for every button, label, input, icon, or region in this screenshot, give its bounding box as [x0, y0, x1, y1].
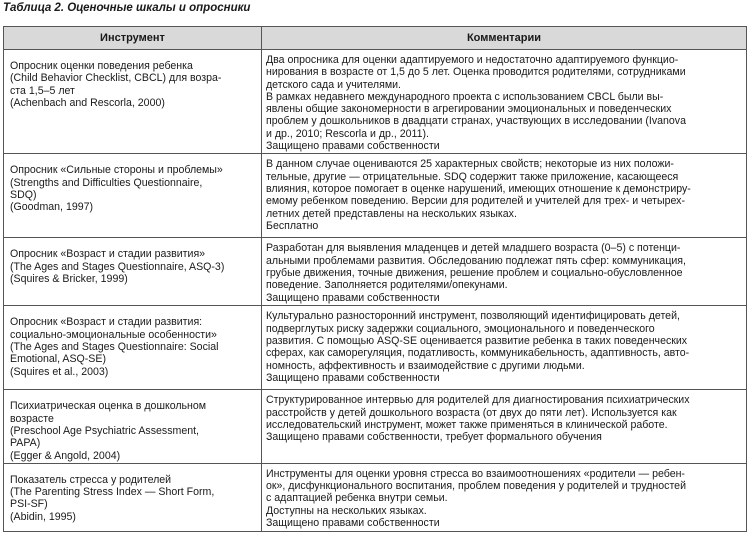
comment-line: емому ребенком поведению. Версии для родителей и учителей для трех- и четырех- [266, 195, 686, 208]
instrument-line: Психиатрическая оценка в дошкольном [10, 400, 207, 413]
instrument-line: (Squires et al., 2003) [10, 365, 109, 378]
comment-line: детского сада и учителями. [266, 78, 401, 91]
comment-line: В рамках недавнего международного проекта с использованием CBCL были вы- [266, 90, 664, 103]
instrument-line: Опросник «Сильные стороны и проблемы» [10, 164, 223, 177]
comment-line: явлены общие закономерности в агрегировании эмоциональных и поведенческих [266, 103, 672, 116]
comment-line: подверглутых риску задержки социального, эмоционального и поведенческого [266, 322, 655, 335]
instrument-cell [4, 50, 262, 154]
comment-line: Защищено правами собственности [266, 140, 440, 153]
instrument-line: (Strengths and Difficulties Questionnaire, [10, 176, 203, 189]
instrument-line: (The Ages and Stages Questionnaire: Social [10, 340, 219, 353]
instrument-line: (Abidin, 1995) [10, 510, 76, 523]
comment-line: Структурированное интервью для родителей для диагностирования психиатрических [266, 394, 690, 407]
comment-line: и др., 2010; Rescorla и др., 2011). [266, 127, 429, 140]
comment-line: Культурально разносторонний инструмент, позволяющий идентифицировать детей, [266, 310, 680, 323]
instrument-line: Emotional, ASQ-SE) [10, 353, 106, 366]
instrument-line: SDQ) [10, 188, 37, 201]
comments-cell [262, 463, 747, 531]
comments-cell [262, 390, 747, 463]
instrument-line: Опросник оценки поведения ребенка [10, 60, 193, 72]
comment-line: Два опросника для оценки адаптируемого и недостаточно адаптируемого функцио- [266, 54, 679, 66]
instrument-line: Показатель стресса у родителей [10, 473, 172, 486]
table-row [4, 154, 747, 238]
instrument-line: PAPA) [10, 437, 41, 450]
instrument-line: PSI-SF) [10, 498, 48, 511]
table-caption: Таблица 2. Оценочные шкалы и опросники [3, 2, 251, 14]
table-row [4, 50, 747, 154]
header-comments: Комментарии [262, 27, 747, 50]
instrument-line: (Egger & Angold, 2004) [10, 449, 121, 462]
instrument-cell [4, 463, 262, 531]
instrument-line: социально-эмоциональные особенности» [10, 328, 217, 341]
table-row [4, 306, 747, 390]
comment-line: Доступны на нескольких языках. [266, 504, 427, 517]
comment-line: поведение. Заполняется родителями/опекунами. [266, 279, 508, 292]
comment-line: Защищено правами собственности [266, 291, 440, 304]
comment-line: альными проблемами развития. Обследованию подлежат пять сфер: коммуникация, [266, 254, 686, 267]
instrument-line: Опросник «Возраст и стадии развития: [10, 316, 203, 329]
instrument-line: (Goodman, 1997) [10, 201, 94, 214]
instrument-line: (The Ages and Stages Questionnaire, ASQ-3) [10, 260, 225, 273]
comment-line: развития. С помощью ASQ-SE оценивается развитие ребенка в таких поведенческих [266, 334, 688, 347]
instrument-line: (Squires & Bricker, 1999) [10, 272, 128, 285]
document-page [3, 0, 746, 532]
comment-line: с адаптацией ребенка внутри семьи. [266, 492, 448, 505]
comments-cell [262, 238, 747, 306]
comment-line: Инструменты для оценки уровня стресса во взаимоотношениях «родители — ребен- [266, 467, 685, 480]
comment-line: проблем у дошкольников в двадцати странах, участвующих в исследовании (Ivanova [266, 115, 686, 128]
comment-line: Защищено правами собственности [266, 371, 440, 384]
comment-line: грубые движения, точные движения, решение проблем и социально-обусловленное [266, 266, 683, 279]
table-row [4, 463, 747, 531]
comment-line: сферах, как саморегуляция, податливость, коммуникабельность, адаптивность, авто- [266, 347, 690, 360]
comment-line: номность, аффективность и взаимодействие с другими людьми. [266, 359, 585, 372]
comment-line: нирования в возрасте от 1,5 до 5 лет. Оценка проводится родителями, сотрудниками [266, 66, 686, 79]
comments-cell [262, 306, 747, 390]
table-header-row [4, 27, 747, 50]
comment-line: Бесплатно [266, 219, 319, 232]
comments-cell [262, 50, 747, 154]
header-instrument: Инструмент [4, 27, 262, 50]
comments-cell [262, 154, 747, 238]
comment-line: В данном случае оцениваются 25 характерных свойств; некоторые из них положи- [266, 158, 674, 171]
assessment-scales-table [3, 26, 747, 532]
comment-line: тельные, другие — отрицательные. SDQ содержит также приложение, касающееся [266, 170, 679, 183]
comment-line: расстройств у детей дошкольного возраста (от двух до пяти лет). Используется как [266, 406, 677, 419]
comment-line: Защищено правами собственности [266, 517, 440, 530]
comment-line: Защищено правами собственности, требует формального обучения [266, 431, 602, 444]
instrument-line: (Achenbach and Rescorla, 2000) [10, 96, 165, 109]
instrument-cell [4, 306, 262, 390]
table-row [4, 238, 747, 306]
comment-line: летних детей представлены на нескольких языках. [266, 207, 517, 220]
instrument-line: Опросник «Возраст и стадии развития» [10, 248, 206, 261]
instrument-line: (Child Behavior Checklist, CBCL) для возра- [10, 72, 222, 85]
comment-line: ок», дисфункционального воспитания, проблем поведения у родителей и трудностей [266, 480, 686, 493]
instrument-line: возрасте [10, 412, 54, 425]
instrument-cell [4, 238, 262, 306]
comment-line: исследовательский инструмент, может также применяться в клинической работе. [266, 418, 668, 431]
table-body [4, 50, 747, 532]
comment-line: влияния, которое помогает в оценке нарушений, имеющих отношение к демонстриру- [266, 182, 691, 195]
instrument-line: (The Parenting Stress Index — Short Form, [10, 486, 215, 499]
instrument-line: (Preschool Age Psychiatric Assessment, [10, 424, 200, 437]
instrument-cell [4, 390, 262, 463]
comment-line: Разработан для выявления младенцев и детей младшего возраста (0–5) с потенци- [266, 242, 681, 255]
instrument-line: ста 1,5–5 лет [10, 84, 75, 97]
table-row [4, 390, 747, 463]
instrument-cell [4, 154, 262, 238]
